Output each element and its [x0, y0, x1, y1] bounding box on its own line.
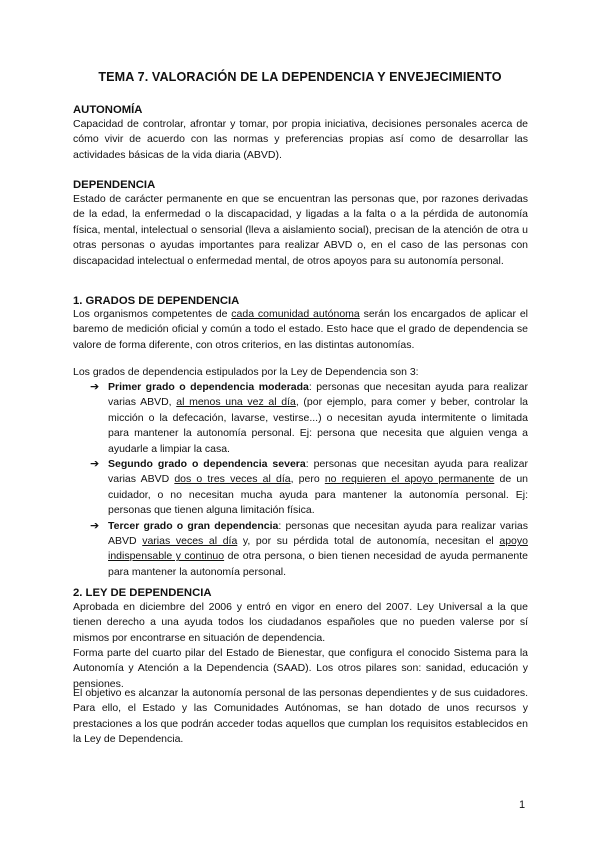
- grados-text-end: serán los encargados de aplicar el baremo de medición oficial y común a todo el estado. Esto hace que el grado de dependencia se valore de forma diferente, con otros criterios, en las distintas autonomías.: [73, 308, 529, 351]
- dependencia-paragraph: Estado de carácter permanente en que se encuentran las personas que, por razones derivadas de la edad, la enfermedad o la discapacidad, y ligadas a la falta o a la pérdida de autonomía física, mental, intelectual o sensorial (lleva a aislamiento social), precisan de la atención de otra u otras personas o ayudas importantes para realizar ABVD o, en el caso de las personas con discapacidad intelectual o enfermedad mental, de otros apoyos para su autonomía personal.: [73, 193, 528, 267]
- underlined-text: al menos una vez al día: [176, 396, 296, 409]
- list-item: [90, 457, 528, 519]
- grados-intro: Los grados de dependencia estipulados por la Ley de Dependencia son 3:: [73, 366, 419, 378]
- dependencia-heading: DEPENDENCIA: [73, 179, 156, 191]
- list-item: [90, 519, 528, 581]
- item-text: y, por su pérdida total de autonomía, necesitan el: [237, 535, 500, 548]
- item-text: de otra persona, o bien tienen necesidad de ayuda permanente para mantener la autonomía personal.: [108, 550, 528, 578]
- grado-title: Primer grado o dependencia moderada: [108, 381, 309, 393]
- grado-title: Tercer grado o gran dependencia: [108, 519, 279, 532]
- grado-title: Segundo grado o dependencia severa: [108, 458, 306, 471]
- underlined-comunidad: cada comunidad autónoma: [231, 308, 360, 320]
- item-text: , (por ejemplo, para comer y beber, controlar la micción o la defecación, lavarse, vestirse...) o necesitan ayuda intermitente o limitada para mantener la autonomía personal. Ej: persona que necesita que alguien venga a ayudarle a limpiar la casa.: [108, 396, 528, 455]
- arrow-bullet-icon: ➔: [90, 519, 100, 532]
- autonomia-heading: AUTONOMÍA: [73, 104, 143, 116]
- item-text: : personas que necesitan ayuda para realizar varias ABVD: [108, 458, 528, 486]
- page-number: 1: [519, 799, 526, 811]
- arrow-bullet-icon: ➔: [90, 381, 100, 393]
- ley-heading: 2. LEY DE DEPENDENCIA: [73, 587, 212, 599]
- underlined-text: dos o tres veces al día: [174, 473, 291, 486]
- arrow-bullet-icon: ➔: [90, 458, 100, 471]
- item-text: : personas que necesitan ayuda para realizar varias ABVD: [108, 519, 529, 548]
- ley-paragraph-2: Forma parte del cuarto pilar del Estado de Bienestar, que configura el conocido Sistema para la Autonomía y Atención a la Dependencia (SAAD). Los otros pilares son: sanidad, educación y pensiones.: [73, 647, 528, 690]
- grados-heading: 1. GRADOS DE DEPENDENCIA: [73, 295, 240, 307]
- grados-text-start: Los organismos competentes de: [73, 308, 232, 320]
- ley-paragraph-3: El objetivo es alcanzar la autonomía personal de las personas dependientes y de sus cuidadores. Para ello, el Estado y las Comunidades Autónomas, se han dotado de unos recursos y prestaciones a los que podrán acceder todas aquellos que cumplan los requisitos establecidos en la Ley de Dependencia.: [73, 687, 528, 746]
- underlined-text: no requieren el apoyo permanente: [324, 473, 495, 486]
- underlined-text: varias veces al día: [142, 535, 238, 548]
- grados-list: [90, 380, 528, 580]
- underlined-text: apoyo indispensable y continuo: [108, 535, 528, 563]
- ley-paragraph-1: Aprobada en diciembre del 2006 y entró en vigor en enero del 2007. Ley Universal a la que tienen derecho a una ayuda todos los ciudadanos españoles que no pueden valerse por sí mismos por encontrarse en situación de dependencia.: [73, 601, 528, 644]
- page-title: TEMA 7. VALORACIÓN DE LA DEPENDENCIA Y ENVEJECIMIENTO: [98, 70, 502, 84]
- list-item: [90, 380, 528, 457]
- item-text: de un cuidador, o no necesitan mucha ayuda para mantener la autonomía personal. Ej: personas que tienen alguna limitación física.: [108, 473, 528, 517]
- grados-paragraph: [73, 307, 528, 353]
- autonomia-paragraph: Capacidad de controlar, afrontar y tomar, por propia iniciativa, decisiones personales acerca de cómo vivir de acuerdo con las normas y preferencias propias así como de desarrollar las actividades básicas de la vida diaria (ABVD).: [73, 118, 528, 161]
- item-text: , pero: [290, 473, 325, 486]
- item-text: : personas que necesitan ayuda para realizar varias ABVD,: [108, 381, 528, 409]
